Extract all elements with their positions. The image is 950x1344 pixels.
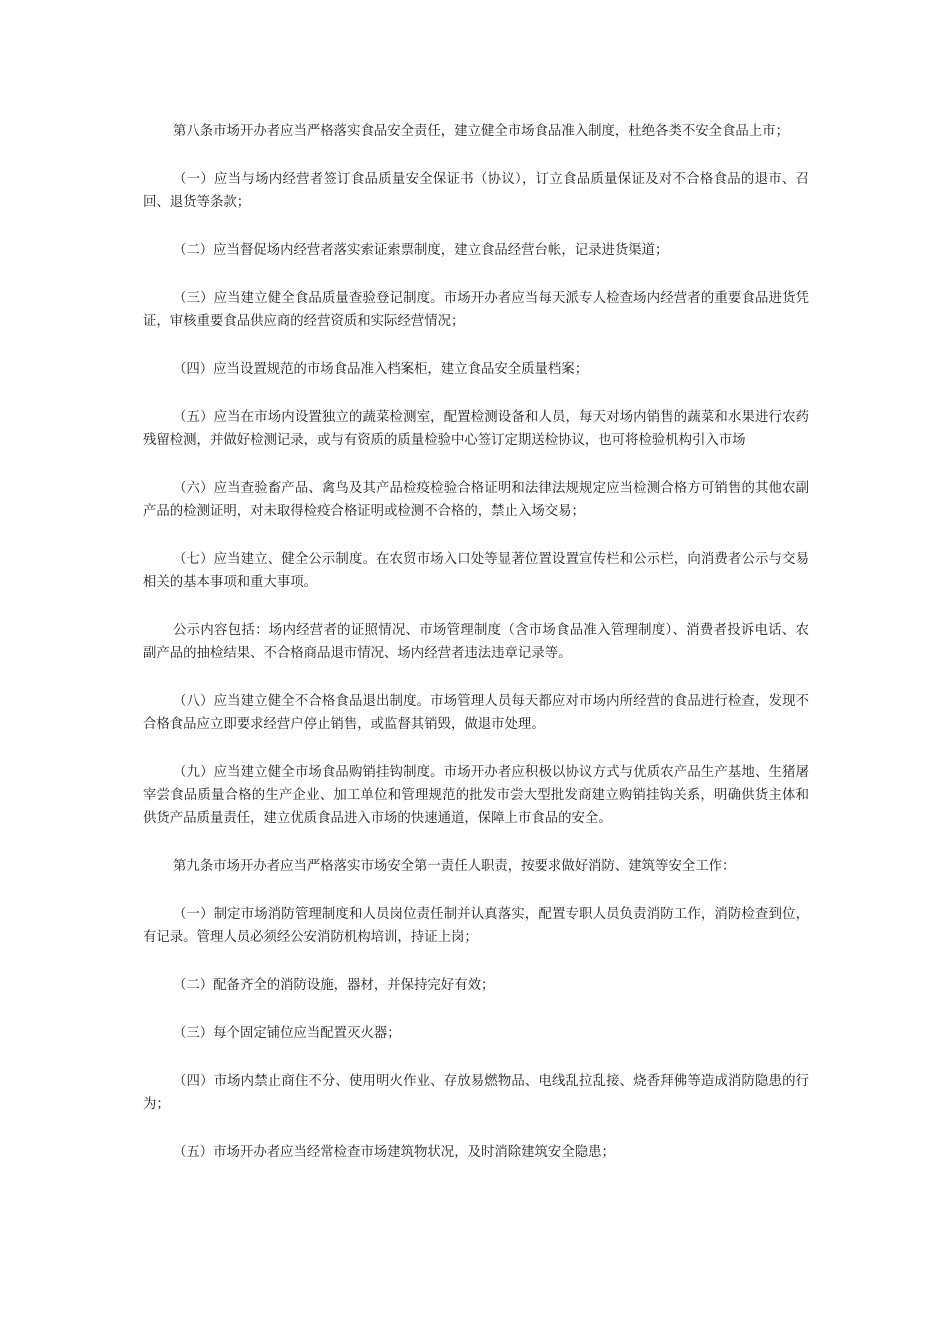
paragraph-9-item-2: （二）配备齐全的消防设施，器材，并保持完好有效； <box>173 978 495 993</box>
paragraph-9-item-5: （五）市场开办者应当经常检查市场建筑物状况，及时消除建筑安全隐患； <box>173 1145 615 1160</box>
paragraph-8-item-1: （一）应当与场内经营者签订食品质量安全保证书（协议），订立食品质量保证及对不合格食品的退市、召回、退货等条款； <box>143 172 809 210</box>
paragraph-article-8: 第八条市场开办者应当严格落实食品安全责任，建立健全市场食品准入制度，杜绝各类不安全食品上市； <box>173 124 789 139</box>
paragraph-8-item-6: （六）应当查验畜产品、禽鸟及其产品检疫检验合格证明和法律法规规定应当检测合格方可销售的其他农副产品的检测证明，对未取得检疫合格证明或检测不合格的，禁止入场交易； <box>143 481 809 519</box>
paragraph-8-item-7: （七）应当建立、健全公示制度。在农贸市场入口处等显著位置设置宣传栏和公示栏，向消费者公示与交易相关的基本事项和重大事项。 <box>143 552 809 590</box>
paragraph-9-item-1: （一）制定市场消防管理制度和人员岗位责任制并认真落实，配置专职人员负责消防工作，消防检查到位，有记录。管理人员必须经公安消防机构培训，持证上岗； <box>143 907 809 945</box>
paragraph-8-item-4: （四）应当设置规范的市场食品准入档案柜，建立食品安全质量档案； <box>173 362 589 377</box>
paragraph-article-9: 第九条市场开办者应当严格落实市场安全第一责任人职责，按要求做好消防、建筑等安全工作： <box>173 859 736 874</box>
document-body <box>143 120 809 1189</box>
paragraph-8-public-notice: 公示内容包括：场内经营者的证照情况、市场管理制度（含市场食品准入管理制度）、消费者投诉电话、农副产品的抽检结果、不合格商品退市情况、场内经营者违法违章记录等。 <box>143 623 809 661</box>
paragraph-8-item-3: （三）应当建立健全食品质量查验登记制度。市场开办者应当每天派专人检查场内经营者的重要食品进货凭证，审核重要食品供应商的经营资质和实际经营情况； <box>143 291 809 329</box>
paragraph-8-item-2: （二）应当督促场内经营者落实索证索票制度，建立食品经营台帐，记录进货渠道； <box>173 243 669 258</box>
paragraph-8-item-5: （五）应当在市场内设置独立的蔬菜检测室，配置检测设备和人员，每天对场内销售的蔬菜和水果进行农药残留检测，并做好检测记录，或与有资质的质量检验中心签订定期送检协议，也可将检验机构引入市场 <box>143 410 809 448</box>
paragraph-8-item-8: （八）应当建立健全不合格食品退出制度。市场管理人员每天都应对市场内所经营的食品进行检查，发现不合格食品应立即要求经营户停止销售，或监督其销毁，做退市处理。 <box>143 694 809 732</box>
paragraph-9-item-3: （三）每个固定铺位应当配置灭火器； <box>173 1026 401 1041</box>
paragraph-8-item-9: （九）应当建立健全市场食品购销挂钩制度。市场开办者应积极以协议方式与优质农产品生产基地、生猪屠宰尝食品质量合格的生产企业、加工单位和管理规范的批发市尝大型批发商建立购销挂钩关系，明确供货主体和供货产品质量责任，建立优质食品进入市场的快速通道，保障上市食品的安全。 <box>143 765 809 826</box>
paragraph-9-item-4: （四）市场内禁止商住不分、使用明火作业、存放易燃物品、电线乱拉乱接、烧香拜佛等造成消防隐患的行为； <box>143 1074 809 1112</box>
